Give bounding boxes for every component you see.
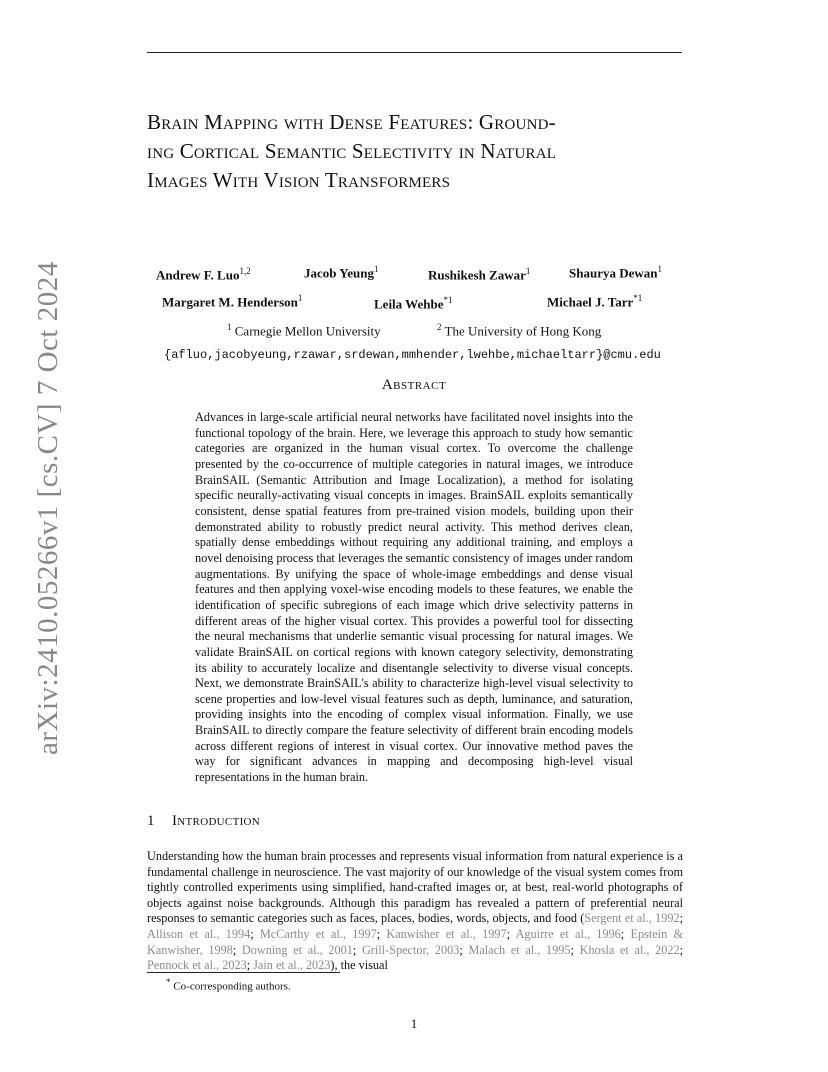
affiliation-cmu: $^1$ Carnegie Mellon University bbox=[227, 322, 381, 339]
citation-link[interactable]: Grill-Spector, 2003 bbox=[361, 942, 460, 957]
top-rule bbox=[147, 52, 682, 53]
arxiv-identifier: arXiv:2410.05266v1 [cs.CV] 7 Oct 2024 bbox=[32, 261, 64, 755]
abstract-text: Advances in large-scale artificial neural networks have facilitated novel insights into the functional topology of the brain. Here, we leverage this approach to study how semantic categories are organized in the human visual cortex. To overcome the challenge presented by the co-occurrence of multiple categories in natural images, we introduce BrainSAIL (Semantic Attribution and Image Localization), a method for isolating specific neurally-activating visual concepts in images. BrainSAIL exploits semantically consistent, dense spatial features from pre-trained vision models, building upon their demonstrated ability to robustly predict neural activity. This method derives clean, spatially dense embeddings without requiring any additional training, and employs a novel denoising process that leverages the semantic consistency of images under random augmentations. By unifying the space of whole-image embeddings and dense visual features and then applying voxel-wise encoding models to these features, we enable the identification of specific subregions of each image which drive selectivity patterns in different areas of the higher visual cortex. This provides a powerful tool for dissecting the neural mechanisms that underlie semantic visual processing for natural images. We validate BrainSAIL on cortical regions with known category selectivity, demonstrating its ability to accurately localize and disentangle selectivity to diverse visual concepts. Next, we demonstrate BrainSAIL's ability to characterize high-level visual selectivity to scene properties and low-level visual features such as depth, luminance, and saturation, providing insights into the encoding of complex visual information. Finally, we use BrainSAIL to directly compare the feature selectivity of different brain encoding models across different regions of interest in visual cortex. Our innovative method paves the way for significant advances in mapping and decomposing high-level visual representations in the human brain. bbox=[195, 410, 633, 785]
footnote bbox=[166, 977, 291, 993]
paper-title bbox=[147, 108, 687, 195]
citation-link[interactable]: Khosla et al., 2022 bbox=[579, 942, 680, 957]
citation-link[interactable]: Allison et al., 1994 bbox=[147, 926, 251, 941]
abstract-heading: Abstract bbox=[381, 377, 447, 393]
footnote-marker: * bbox=[166, 977, 171, 987]
section-title: Introduction bbox=[172, 813, 261, 829]
citation-link[interactable]: Epstein & Kanwisher, 1998 bbox=[147, 926, 684, 957]
footnote-text: Co-corresponding authors. bbox=[173, 980, 291, 993]
citation-link[interactable]: McCarthy et al., 1997 bbox=[259, 926, 377, 941]
footnote-rule bbox=[147, 972, 340, 973]
citation-link[interactable]: Pennock et al., 2023 bbox=[147, 958, 247, 973]
page-number: 1 bbox=[410, 1016, 418, 1031]
author-wehbe: Leila Wehbe$^{*1}$ bbox=[374, 295, 453, 312]
citation-link[interactable]: Downing et al., 2001 bbox=[241, 942, 353, 957]
section-heading-introduction bbox=[147, 813, 260, 830]
title-line-3: Images With Vision Transformers bbox=[147, 168, 451, 192]
section-number: 1 bbox=[147, 813, 155, 829]
citation-link[interactable]: Jain et al., 2023 bbox=[253, 958, 331, 973]
author-emails: {afluo,jacobyeung,rzawar,srdewan,mmhender,lwehbe,michaeltarr}@cmu.edu bbox=[164, 348, 661, 362]
citation-link[interactable]: Sergent et al., 1992 bbox=[584, 911, 680, 926]
author-dewan: Shaurya Dewan$^1$ bbox=[569, 264, 662, 281]
title-line-2: ing Cortical Semantic Selectivity in Natural bbox=[147, 139, 557, 163]
citation-link[interactable]: Kanwisher et al., 1997 bbox=[386, 926, 507, 941]
author-zawar: Rushikesh Zawar$^1$ bbox=[428, 266, 531, 283]
affiliation-hku: $^2$ The University of Hong Kong bbox=[437, 322, 602, 339]
author-yeung: Jacob Yeung$^1$ bbox=[304, 264, 379, 281]
author-tarr: Michael J. Tarr$^{*1}$ bbox=[547, 293, 643, 310]
citation-link[interactable]: Malach et al., 1995 bbox=[468, 942, 571, 957]
author-luo: Andrew F. Luo$^{1,2}$ bbox=[156, 266, 251, 283]
title-line-1: Brain Mapping with Dense Features: Ground- bbox=[147, 110, 556, 134]
citation-link[interactable]: Aguirre et al., 1996 bbox=[515, 926, 621, 941]
introduction-text: Understanding how the human brain processes and represents visual information from natural experience is a fundamental challenge in neuroscience. The vast majority of our knowledge of the visual system comes from tightly controlled experiments using simplified, hand-crafted images or, at best, real-world photographs of objects against noise backgrounds. Although this paradigm has revealed a pattern of preferential neural responses to semantic categories such as faces, places, bodies, words, objects, and food (Sergent et al., 1992; Allison et al., 1994; McCarthy et al., 1997; Kanwisher et al., 1997; Aguirre et al., 1996; Epstein & Kanwisher, 1998; Downing et al., 2001; Grill-Spector, 2003; Malach et al., 1995; Khosla et al., 2022; Pennock et al., 2023; Jain et al., 2023), the visual bbox=[147, 849, 684, 973]
author-henderson: Margaret M. Henderson$^1$ bbox=[162, 293, 303, 310]
